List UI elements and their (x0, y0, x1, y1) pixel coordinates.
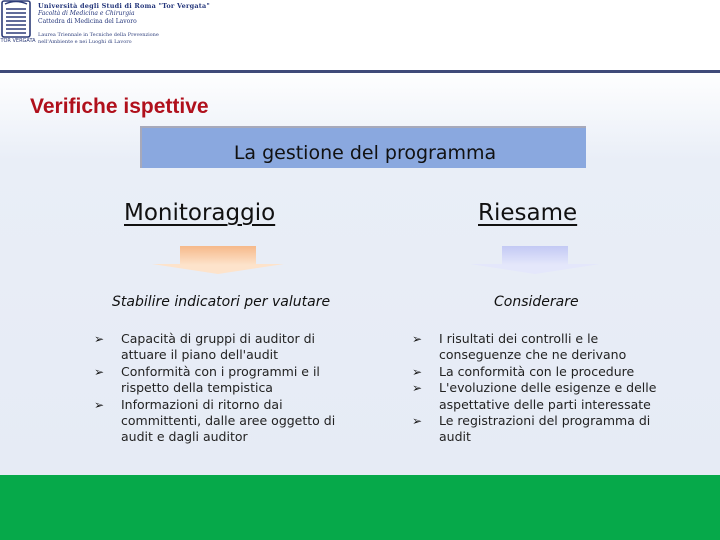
list-item (412, 380, 662, 413)
list-item-text: I risultati dei controlli e le conseguenze che ne derivano (439, 331, 627, 363)
university-name: Università degli Studi di Roma "Tor Vergata" (38, 2, 210, 10)
list-item-text: Informazioni di ritorno dai committenti, dalle aree oggetto di audit e dagli auditor (121, 396, 336, 445)
down-arrow-icon (152, 246, 284, 274)
degree-line-2: nell'Ambiente e nei Luoghi di Lavoro (38, 39, 132, 45)
list-item (412, 331, 662, 364)
monitoring-list (94, 331, 346, 446)
list-item-text: L'evoluzione delle esigenze e delle aspettative delle parti interessate (439, 380, 657, 412)
header-divider (0, 70, 720, 73)
list-item-text: Le registrazioni del programma di audit (439, 413, 651, 445)
arrowhead-bullet-icon: ➢ (412, 332, 423, 346)
section-banner (140, 126, 586, 168)
banner-label: La gestione del programma (233, 142, 497, 164)
review-heading: Riesame (478, 200, 578, 226)
review-list (412, 331, 662, 446)
degree-line-1: Laurea Triennale in Tecniche della Prevenzione (38, 32, 159, 38)
monitoring-heading: Monitoraggio (124, 200, 276, 226)
arrowhead-bullet-icon: ➢ (412, 364, 423, 379)
list-item (94, 364, 346, 397)
department-name: Cattedra di Medicina del Lavoro (38, 18, 137, 25)
header (0, 0, 720, 72)
logo-caption: TOR VERGATA (0, 38, 36, 44)
list-item (412, 413, 662, 446)
list-item-text: Conformità con i programmi e il rispetto della tempistica (121, 363, 320, 396)
arrowhead-bullet-icon: ➢ (412, 414, 423, 429)
arrowhead-bullet-icon: ➢ (94, 332, 105, 346)
university-heading (38, 2, 210, 46)
list-item-text: Capacità di gruppi di auditor di attuare il piano dell'audit (121, 331, 315, 363)
arrowhead-bullet-icon: ➢ (412, 381, 423, 396)
review-subtitle: Considerare (494, 294, 579, 310)
monitoring-subtitle: Stabilire indicatori per valutare (112, 294, 331, 310)
list-item (412, 364, 662, 380)
slide-title: Verifiche ispettive (30, 95, 209, 118)
arrowhead-bullet-icon: ➢ (94, 364, 105, 379)
list-item (94, 331, 346, 364)
list-item (94, 397, 346, 446)
footer-band (0, 475, 720, 540)
arrowhead-bullet-icon: ➢ (94, 397, 105, 412)
faculty-name: Facoltà di Medicina e Chirurgia (38, 10, 135, 17)
list-item-text: La conformità con le procedure (439, 363, 635, 379)
down-arrow-icon (470, 246, 600, 274)
